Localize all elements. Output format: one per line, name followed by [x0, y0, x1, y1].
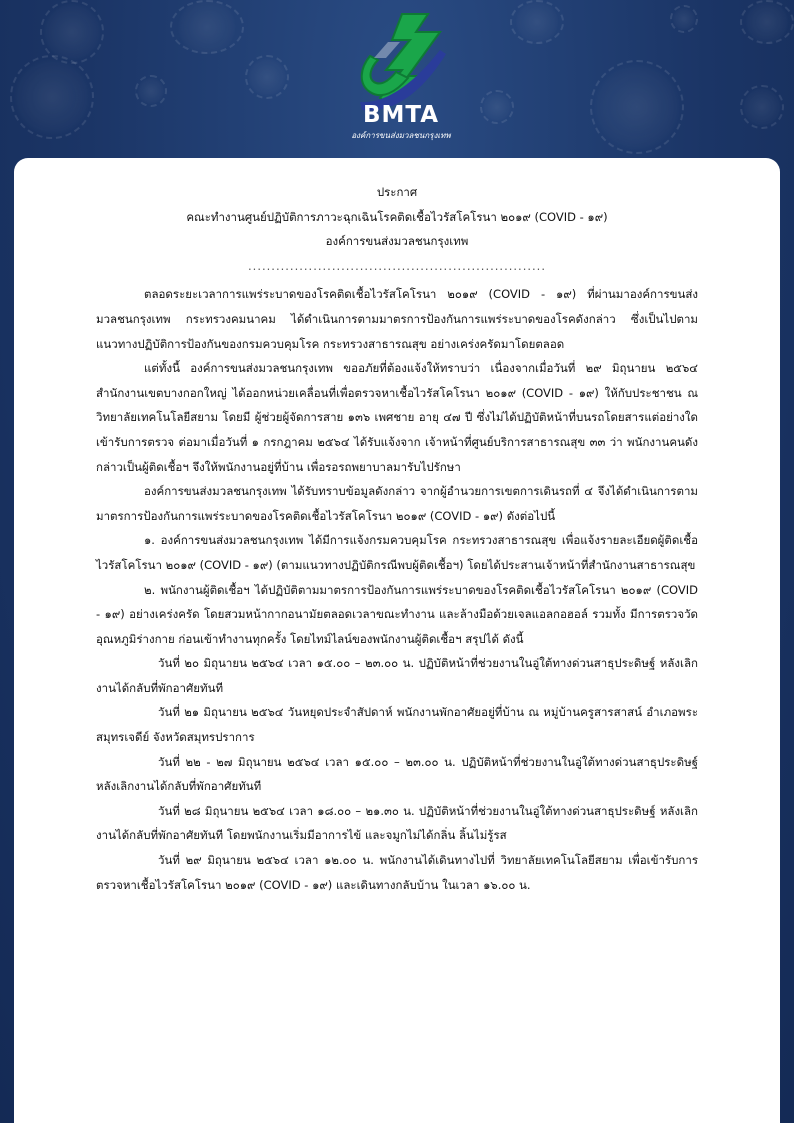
virus-decoration-icon [590, 60, 684, 154]
virus-decoration-icon [670, 5, 698, 33]
virus-decoration-icon [510, 0, 564, 44]
timeline-entry: วันที่ ๒๘ มิถุนายน ๒๕๖๔ เวลา ๑๘.๐๐ – ๒๑.๓๐ น. ปฏิบัติหน้าที่ช่วยงานในอู่ใต้ทางด่วนสาธุประดิษฐ์ หลังเลิกงานได้กลับที่พักอาศัยทันที โดยพนักงานเริ่มมีอาการไข้ และจมูกไม่ได้กลิ่น ลิ้นไม่รู้รส [96, 803, 698, 843]
timeline-entry: วันที่ ๒๐ มิถุนายน ๒๕๖๔ เวลา ๑๕.๐๐ – ๒๓.๐๐ น. ปฏิบัติหน้าที่ช่วยงานในอู่ใต้ทางด่วนสาธุประดิษฐ์ หลังเลิกงานได้กลับที่พักอาศัยทันที [96, 656, 698, 695]
virus-decoration-icon [740, 85, 784, 129]
virus-decoration-icon [740, 0, 794, 44]
paragraph: แต่ทั้งนี้ องค์การขนส่งมวลชนกรุงเทพ ขออภัยที่ต้องแจ้งให้ทราบว่า เนื่องจากเมื่อวันที่ ๒๙ มิถุนายน ๒๕๖๔ สำนักงานเขตบางกอกใหญ่ ได้ออกหน่วยเคลื่อนที่เพื่อตรวจหาเชื้อไวรัสโคโรนา ๒๐๑๙ (COVID - ๑๙) ให้กับประชาชน ณ วิทยาลัยเทคโนโลยีสยาม โดยมี ผู้ช่วยผู้จัดการสาย ๑๓๖ เพศชาย อายุ ๔๗ ปี ซึ่งไม่ได้ปฏิบัติหน้าที่บนรถโดยสารแต่อย่างใด เข้ารับการตรวจ ต่อมาเมื่อวันที่ ๑ กรกฎาคม ๒๕๖๔ ได้รับแจ้งจาก เจ้าหน้าที่ศูนย์บริการสาธารณสุข ๓๓ ว่า พนักงานคนดังกล่าวเป็นผู้ติดเชื้อฯ จึงให้พนักงานอยู่ที่บ้าน เพื่อรอรถพยาบาลมารับไปรักษา [96, 361, 698, 474]
logo-subtitle: องค์การขนส่งมวลชนกรุงเทพ [351, 131, 451, 140]
paragraph: ๒. พนักงานผู้ติดเชื้อฯ ได้ปฏิบัติตามมาตรการป้องกันการแพร่ระบาดของโรคติดเชื้อไวรัสโคโรนา ๒๐๑๙ (COVID - ๑๙) อย่างเคร่งครัด โดยสวมหน้ากากอนามัยตลอดเวลาขณะทำงาน และล้างมือด้วยเจลแอลกอฮอล์ รวมทั้ง มีการตรวจวัดอุณหภูมิร่างกาย ก่อนเข้าทำงานทุกครั้ง โดยไทม์ไลน์ของพนักงานผู้ติดเชื้อฯ สรุปได้ ดังนี้ [96, 582, 698, 646]
announcement-heading: ประกาศ [376, 185, 418, 199]
paragraph: ตลอดระยะเวลาการแพร่ระบาดของโรคติดเชื้อไวรัสโคโรนา ๒๐๑๙ (COVID - ๑๙) ที่ผ่านมาองค์การขนส่งมวลชนกรุงเทพ กระทรวงคมนาคม ได้ดำเนินการตามมาตรการป้องกันการแพร่ระบาดของโรคดังกล่าว ซึ่งเป็นไปตามแนวทางปฏิบัติการป้องกันของกรมควบคุมโรค กระทรวงสาธารณสุข อย่างเคร่งครัดมาโดยตลอด [96, 287, 698, 351]
heading-separator: ................................................................ [248, 258, 546, 273]
paragraph: ๑. องค์การขนส่งมวลชนกรุงเทพ ได้มีการแจ้งกรมควบคุมโรค กระทรวงสาธารณสุข เพื่อแจ้งรายละเอียดผู้ติดเชื้อไวรัสโคโรนา ๒๐๑๙ (COVID - ๑๙) (ตามแนวทางปฏิบัติกรณีพบผู้ติดเชื้อฯ) โดยได้ประสานเจ้าหน้าที่สำนักงานสาธารณสุข [96, 533, 698, 572]
logo-wordmark: BMTA [362, 102, 440, 128]
announcement-organization: องค์การขนส่งมวลชนกรุงเทพ [325, 234, 469, 249]
announcement-document [96, 180, 698, 897]
announcement-committee: คณะทำงานศูนย์ปฏิบัติการภาวะฉุกเฉินโรคติดเชื้อไวรัสโคโรนา ๒๐๑๙ (COVID - ๑๙) [186, 209, 608, 224]
virus-decoration-icon [170, 0, 244, 54]
timeline-entry: วันที่ ๒๒ - ๒๗ มิถุนายน ๒๕๖๔ เวลา ๑๕.๐๐ – ๒๓.๐๐ น. ปฏิบัติหน้าที่ช่วยงานในอู่ใต้ทางด่วนสาธุประดิษฐ์ หลังเลิกงานได้กลับที่พักอาศัยทันที [96, 754, 698, 794]
virus-decoration-icon [10, 55, 94, 139]
virus-decoration-icon [135, 75, 167, 107]
virus-decoration-icon [480, 90, 514, 124]
timeline-entry: วันที่ ๒๙ มิถุนายน ๒๕๖๔ เวลา ๑๒.๐๐ น. พนักงานได้เดินทางไปที่ วิทยาลัยเทคโนโลยีสยาม เพื่อเข้ารับการตรวจหาเชื้อไวรัสโคโรนา ๒๐๑๙ (COVID - ๑๙) และเดินทางกลับบ้าน ในเวลา ๑๖.๐๐ น. [96, 853, 698, 892]
timeline-entry: วันที่ ๒๑ มิถุนายน ๒๕๖๔ วันหยุดประจำสัปดาห์ พนักงานพักอาศัยอยู่ที่บ้าน ณ หมู่บ้านครูสารสาสน์ อำเภอพระสมุทรเจดีย์ จังหวัดสมุทรปราการ [96, 705, 698, 745]
virus-decoration-icon [245, 55, 289, 99]
paragraph: องค์การขนส่งมวลชนกรุงเทพ ได้รับทราบข้อมูลดังกล่าว จากผู้อำนวยการเขตการเดินรถที่ ๔ จึงได้ดำเนินการตามมาตรการป้องกันการแพร่ระบาดของโรคติดเชื้อไวรัสโคโรนา ๒๐๑๙ (COVID - ๑๙) ดังต่อไปนี้ [96, 484, 698, 523]
